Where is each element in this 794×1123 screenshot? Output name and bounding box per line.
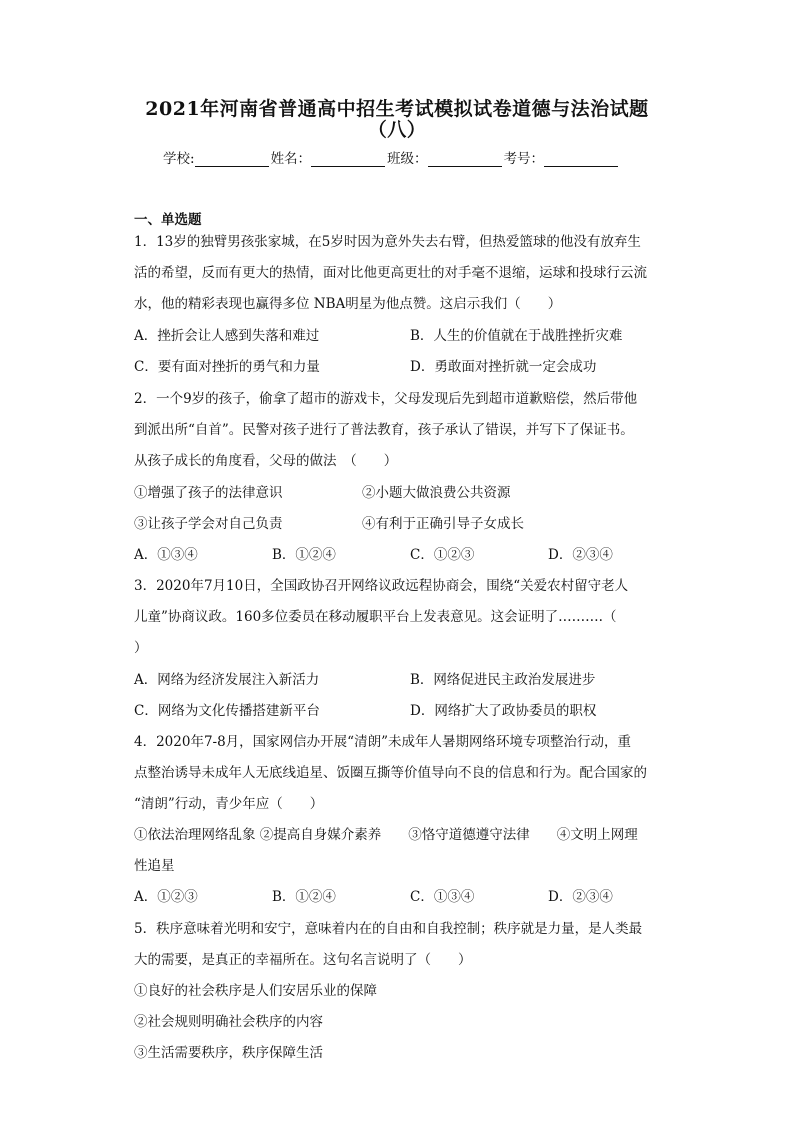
class-label: 班级：	[387, 151, 428, 167]
question-1-option-d[interactable]: D．勇敢面对挫折就一定会成功	[410, 359, 597, 375]
question-2-statement: ③让孩子学会对自己负责	[134, 516, 283, 532]
question-2-line: 从孩子成长的角度看，父母的做法 （ ）	[134, 453, 398, 469]
question-4-option-b[interactable]: B．①②④	[272, 889, 336, 905]
question-2-statement: ①增强了孩子的法律意识	[134, 485, 283, 501]
question-1-option-c[interactable]: C．要有面对挫折的勇气和力量	[134, 359, 320, 375]
id-label: 考号：	[503, 151, 545, 167]
question-3-option-a[interactable]: A．网络为经济发展注入新活力	[134, 672, 320, 688]
student-info-row	[163, 147, 620, 167]
question-3-line: ）	[134, 640, 148, 656]
school-field[interactable]	[195, 152, 269, 167]
question-2-line: 2．一个9岁的孩子，偷拿了超市的游戏卡，父母发现后先到超市道歉赔偿，然后带他	[134, 391, 638, 407]
question-5-statement: ②社会规则明确社会秩序的内容	[134, 1014, 323, 1030]
question-4-option-a[interactable]: A．①②③	[134, 889, 198, 905]
question-1-line: 活的希望，反而有更大的热情，面对比他更高更壮的对手毫不退缩，运球和投球行云流	[134, 265, 647, 281]
question-1-line: 1．13岁的独臂男孩张家城，在5岁时因为意外失去右臂，但热爱篮球的他没有放弃生	[134, 234, 641, 250]
question-3-option-c[interactable]: C．网络为文化传播搭建新平台	[134, 703, 320, 719]
question-5-statement: ③生活需要秩序，秩序保障生活	[134, 1045, 323, 1061]
class-field[interactable]	[428, 152, 502, 167]
question-2-statement: ④有利于正确引导子女成长	[362, 516, 524, 532]
question-1-option-b[interactable]: B．人生的价值就在于战胜挫折灾难	[410, 328, 623, 344]
question-5-statement: ①良好的社会秩序是人们安居乐业的保障	[134, 983, 377, 999]
question-1-line: 水，他的精彩表现也赢得多位 NBA明星为他点赞。这启示我们（ ）	[134, 296, 562, 312]
question-2-option-b[interactable]: B．①②④	[272, 547, 336, 563]
exam-title-number: （八）	[367, 119, 427, 141]
question-4-option-c[interactable]: C．①③④	[410, 889, 475, 905]
question-4-statements-cont: 性追星	[134, 858, 175, 874]
exam-id-field[interactable]	[544, 152, 618, 167]
exam-title: 2021年河南省普通高中招生考试模拟试卷道德与法治试题	[145, 98, 649, 120]
question-1-option-a[interactable]: A．挫折会让人感到失落和难过	[134, 328, 320, 344]
question-4-line: 点整治诱导未成年人无底线追星、饭圈互撕等价值导向不良的信息和行为。配合国家的	[134, 765, 647, 781]
question-2-line: 到派出所“自首”。民警对孩子进行了普法教育，孩子承认了错误，并写下了保证书。	[134, 422, 634, 438]
name-field[interactable]	[311, 152, 385, 167]
question-2-option-c[interactable]: C．①②③	[410, 547, 475, 563]
question-4-statements: ①依法治理网络乱象 ②提高自身媒介素养 ③恪守道德遵守法律 ④文明上网理	[134, 827, 638, 843]
question-4-line: “清朗”行动，青少年应（ ）	[134, 796, 324, 812]
name-label: 姓名：	[270, 151, 312, 167]
question-3-line: 3．2020年7月10日，全国政协召开网络议政远程协商会，围绕“关爱农村留守老人	[134, 578, 629, 594]
question-3-line: 儿童”协商议政。160多位委员在移动履职平台上发表意见。这会证明了……….（	[134, 609, 617, 625]
school-label: 学校:	[163, 151, 195, 167]
question-4-option-d[interactable]: D．②③④	[548, 889, 613, 905]
question-5-line: 5．秩序意味着光明和安宁，意味着内在的自由和自我控制；秩序就是力量，是人类最	[134, 921, 643, 937]
question-2-option-a[interactable]: A．①③④	[134, 547, 198, 563]
question-2-statement: ②小题大做浪费公共资源	[362, 485, 511, 501]
question-4-line: 4．2020年7-8月，国家网信办开展“清朗”未成年人暑期网络环境专项整治行动，重	[134, 734, 631, 750]
question-3-option-d[interactable]: D．网络扩大了政协委员的职权	[410, 703, 597, 719]
section-title: 一、单选题	[134, 212, 202, 228]
question-5-line: 大的需要，是真正的幸福所在。这句名言说明了（ ）	[134, 952, 472, 968]
question-2-option-d[interactable]: D．②③④	[548, 547, 613, 563]
question-3-option-b[interactable]: B．网络促进民主政治发展进步	[410, 672, 596, 688]
